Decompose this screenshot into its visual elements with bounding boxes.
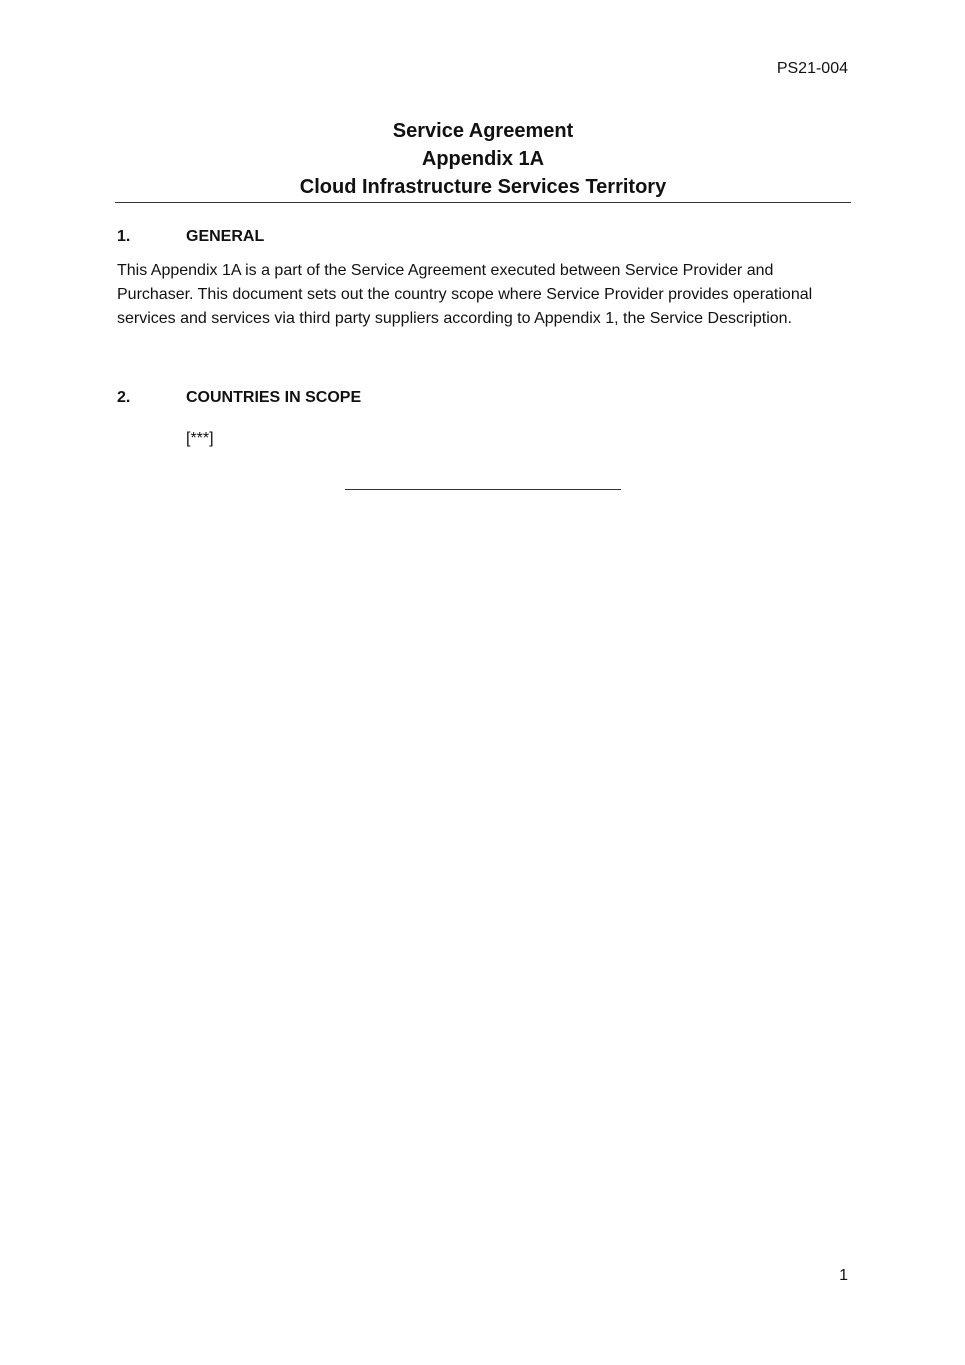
section-title: GENERAL (186, 228, 265, 245)
section-number: 2. (117, 389, 131, 406)
title-line-2: Appendix 1A (421, 148, 545, 170)
title-line-1: Service Agreement (392, 120, 574, 142)
end-of-document-rule (345, 489, 621, 490)
section-number: 1. (117, 228, 131, 245)
title-line-3: Cloud Infrastructure Services Territory (299, 176, 667, 198)
section-title: COUNTRIES IN SCOPE (186, 389, 362, 406)
section-heading-countries (117, 388, 361, 408)
document-title (115, 117, 851, 201)
title-divider (115, 202, 851, 203)
page-number: 1 (839, 1267, 848, 1284)
redacted-placeholder: [***] (186, 430, 214, 447)
document-reference: PS21-004 (776, 60, 848, 77)
section-heading-general (117, 227, 264, 247)
section-body-general: This Appendix 1A is a part of the Service Agreement executed between Service Provider and Purchaser. This document sets out the country scope where Service Provider provides operational services and services via third party suppliers according to Appendix 1, the Service Description. (117, 262, 813, 327)
